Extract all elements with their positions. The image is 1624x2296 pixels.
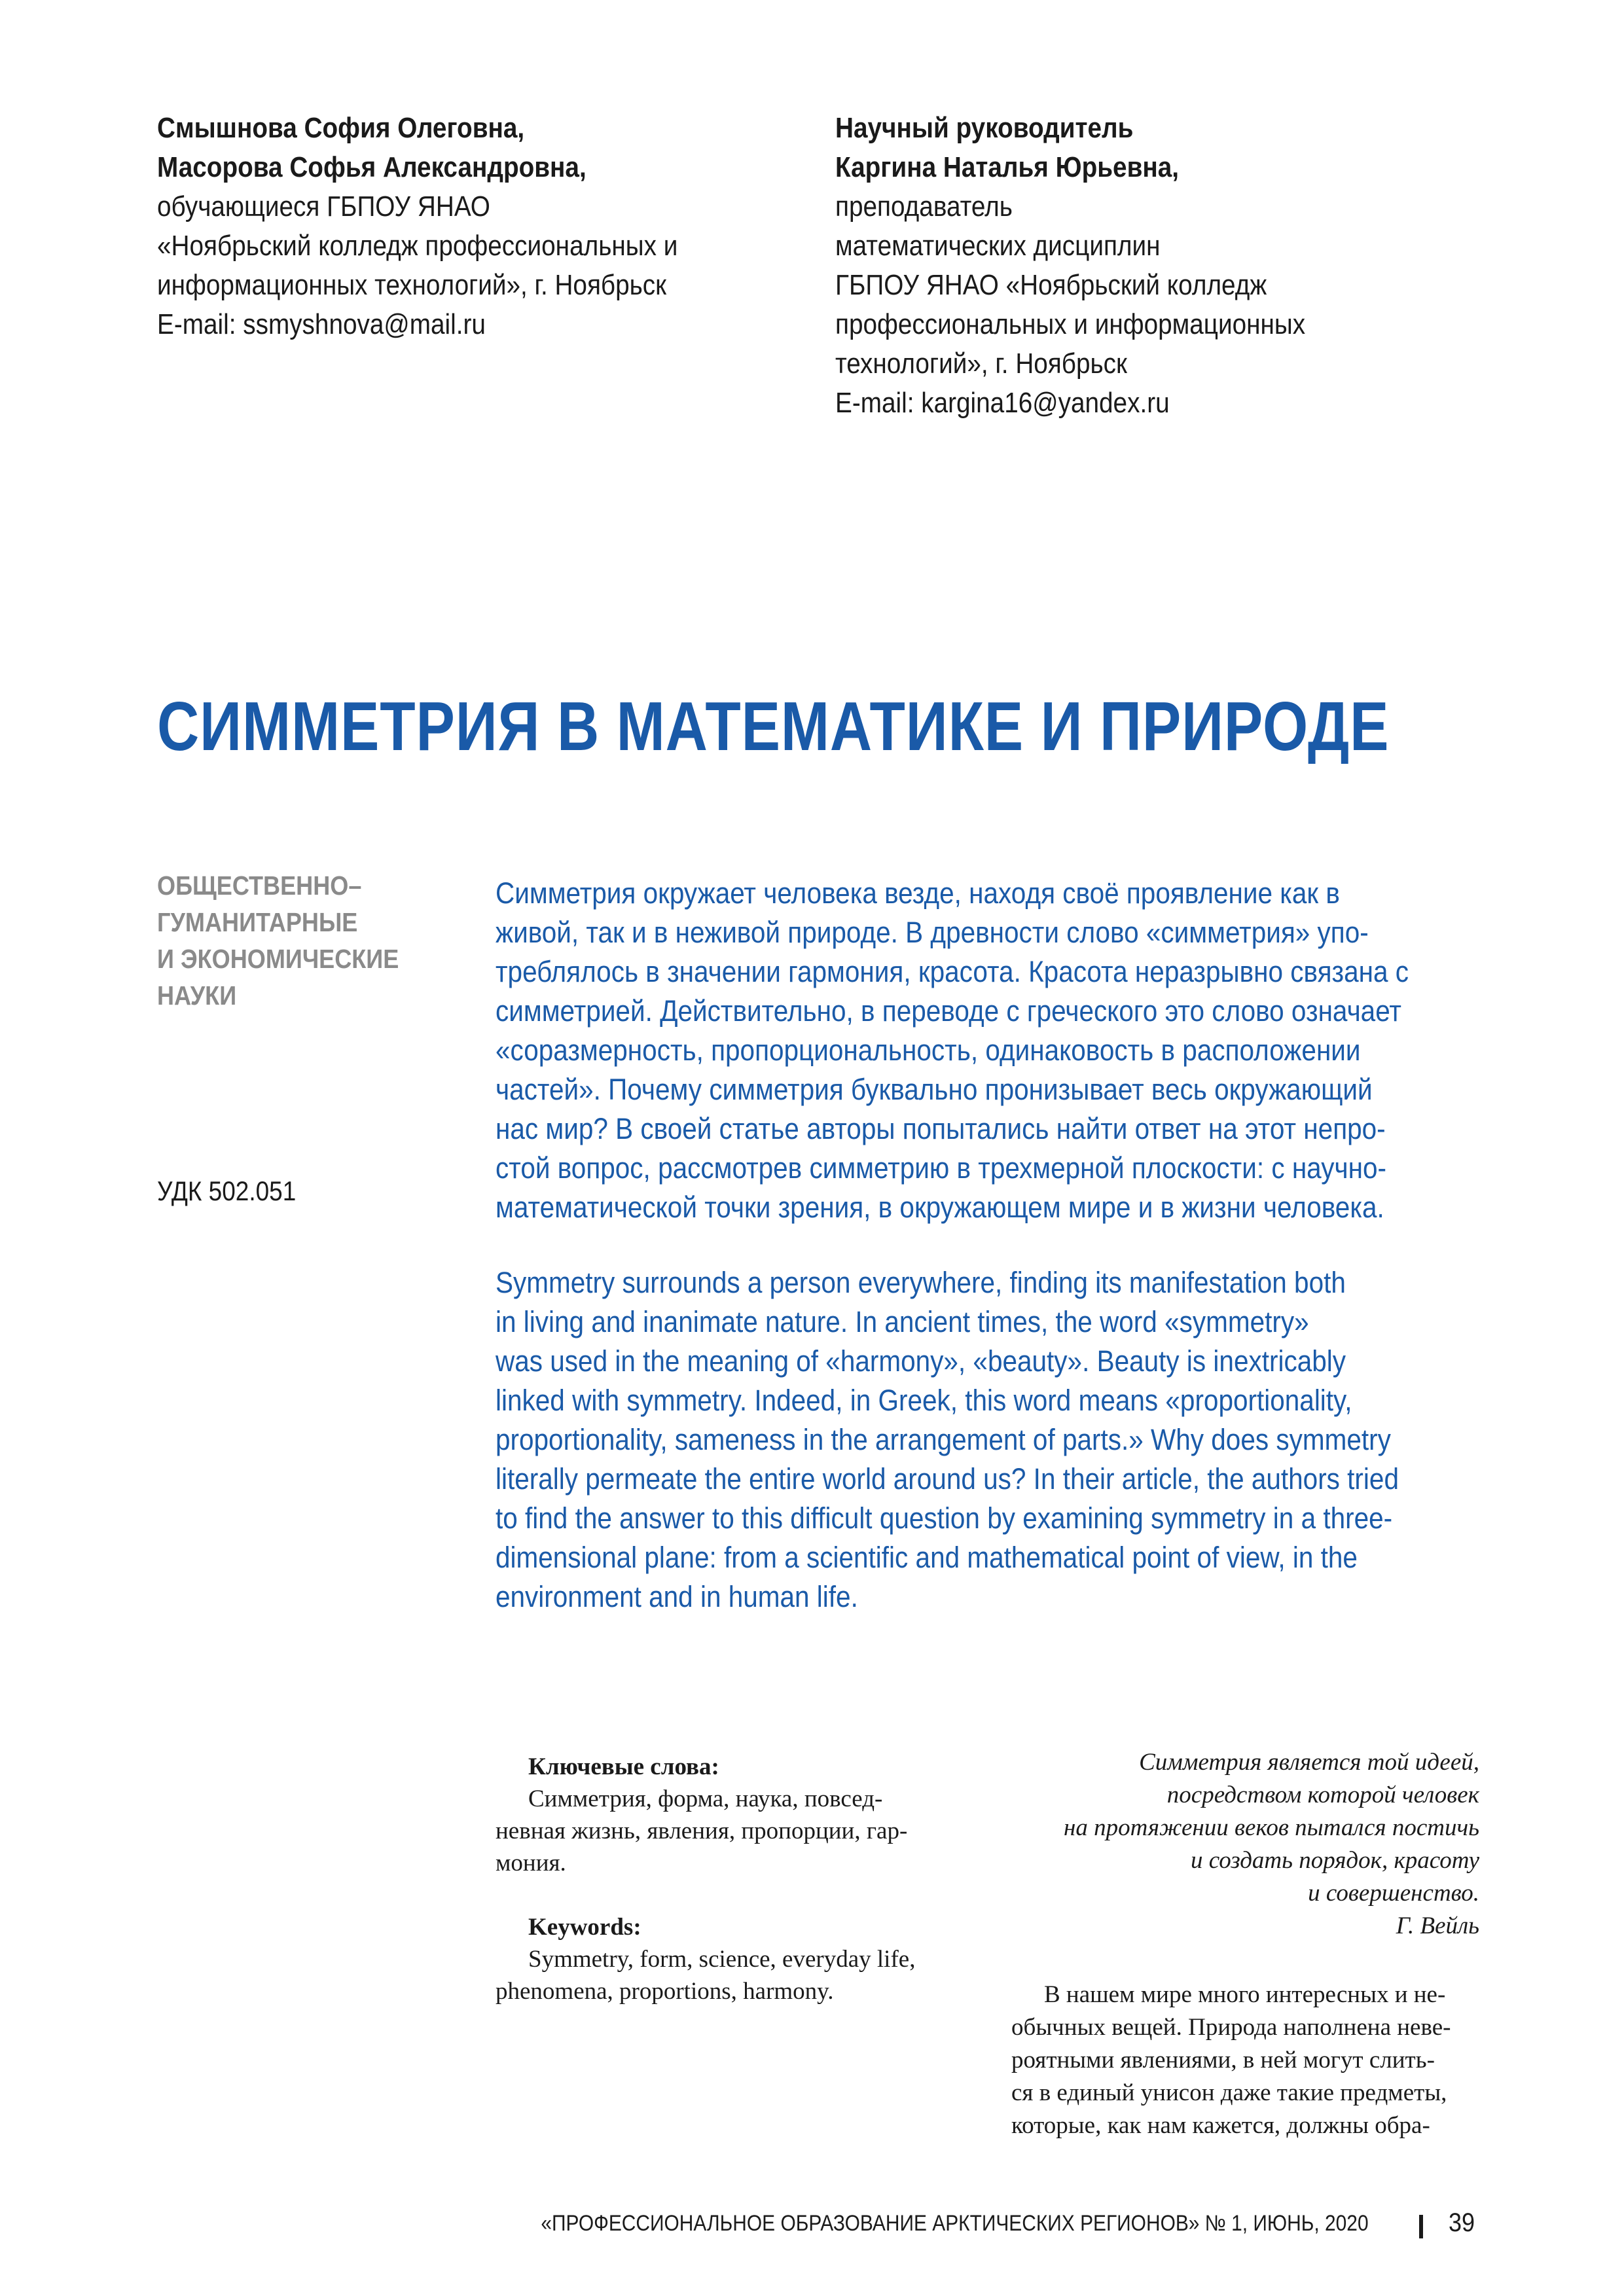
page-number: 39 [1449,2208,1475,2237]
epigraph-line: и совершенство. [1308,1880,1479,1907]
supervisor-affiliation-line: математических дисциплин [835,230,1161,262]
section-label-line: ОБЩЕСТВЕННО– [157,870,362,901]
abstract-line: симметрией. Действительно, в переводе с греческого это слово означает [496,994,1401,1028]
supervisor-affiliation-line: преподаватель [835,190,1013,223]
abstract-line: треблялось в значении гармония, красота. Красота неразрывно связана с [496,955,1409,988]
article-title: СИММЕТРИЯ В МАТЕМАТИКЕ И ПРИРОДЕ [157,688,1390,765]
abstract-line: to find the answer to this difficult question by examining symmetry in a three- [496,1501,1393,1535]
author-affiliation-line: информационных технологий», г. Ноябрьск [157,269,667,301]
supervisor-role: Научный руководитель [835,112,1134,144]
abstract-line: живой, так и в неживой природе. В древности слово «симметрия» упо- [496,916,1369,949]
keywords-english [496,1911,967,2007]
abstract-line: Симметрия окружает человека везде, находя своё проявление как в [496,876,1340,910]
epigraph-author: Г. Вейль [1396,1912,1479,1939]
abstract-russian [496,874,1517,1227]
abstract-line: linked with symmetry. Indeed, in Greek, this word means «proportionality, [496,1384,1352,1417]
footer-journal-title: «ПРОФЕССИОНАЛЬНОЕ ОБРАЗОВАНИЕ АРКТИЧЕСКИХ РЕГИОНОВ» № 1, ИЮНЬ, 2020 [541,2211,1369,2236]
author-affiliation-line: «Ноябрьский колледж профессиональных и [157,230,678,262]
supervisor-email: E-mail: kargina16@yandex.ru [835,387,1170,419]
keywords-line: мония. [496,1850,566,1876]
section-label-line: НАУКИ [157,980,237,1011]
section-label [157,867,432,1014]
keywords-line: невная жизнь, явления, пропорции, гар- [496,1818,908,1844]
supervisor-block [835,109,1369,423]
abstract-line: Symmetry surrounds a person everywhere, finding its manifestation both [496,1266,1346,1299]
body-paragraph [1011,1979,1479,2142]
body-line: ся в единый унисон даже такие предметы, [1011,2079,1447,2106]
abstract-line: математической точки зрения, в окружающем мире и в жизни человека. [496,1191,1384,1224]
epigraph-line: на протяжении веков пытался постичь [1064,1814,1479,1841]
keywords-heading: Ключевые слова: [528,1753,719,1780]
abstract-line: частей». Почему симметрия буквально пронизывает весь окружающий [496,1073,1373,1106]
supervisor-affiliation-line: ГБПОУ ЯНАО «Ноябрьский колледж [835,269,1267,301]
body-line: обычных вещей. Природа наполнена неве- [1011,2014,1451,2041]
keywords-line: Симметрия, форма, наука, повсед- [528,1785,883,1812]
abstract-line: нас мир? В своей статье авторы попытались найти ответ на этот непро- [496,1112,1386,1145]
keywords-heading: Keywords: [528,1914,641,1941]
body-line: В нашем мире много интересных и не- [1044,1981,1446,2008]
author-name-2: Масорова Софья Александровна, [157,151,586,183]
epigraph-line: посредством которой человек [1166,1782,1479,1808]
abstract-line: стой вопрос, рассмотрев симметрию в трехмерной плоскости: с научно- [496,1151,1386,1185]
abstract-line: dimensional plane: from a scientific and mathematical point of view, in the [496,1541,1358,1574]
epigraph-line: Симметрия является той идеей, [1139,1749,1479,1776]
footer-separator [1419,2215,1423,2238]
keywords-line: phenomena, proportions, harmony. [496,1978,834,2005]
epigraph [1008,1746,1479,1943]
abstract-line: «соразмерность, пропорциональность, одинаковость в расположении [496,1033,1361,1067]
author-affiliation-line: обучающиеся ГБПОУ ЯНАО [157,190,490,223]
keywords-line: Symmetry, form, science, everyday life, [528,1946,916,1973]
abstract-line: proportionality, sameness in the arrangement of parts.» Why does symmetry [496,1423,1391,1456]
abstract-line: was used in the meaning of «harmony», «beauty». Beauty is inextricably [496,1344,1346,1378]
keywords-russian [496,1751,967,1879]
authors-block [157,109,749,344]
abstract-line: literally permeate the entire world around us? In their article, the authors tried [496,1462,1399,1496]
body-line: роятными явлениями, в ней могут слить- [1011,2047,1435,2073]
author-name-1: Смышнова София Олеговна, [157,112,525,144]
epigraph-line: и создать порядок, красоту [1190,1847,1479,1874]
supervisor-affiliation-line: профессиональных и информационных [835,308,1306,340]
abstract-english [496,1263,1517,1617]
body-line: которые, как нам кажется, должны обра- [1011,2112,1430,2139]
supervisor-affiliation-line: технологий», г. Ноябрьск [835,348,1127,380]
udc-code: УДК 502.051 [157,1175,297,1206]
page-footer [0,2208,1624,2250]
abstract-line: in living and inanimate nature. In ancient times, the word «symmetry» [496,1305,1309,1338]
section-label-line: ГУМАНИТАРНЫЕ [157,907,358,937]
author-email: E-mail: ssmyshnova@mail.ru [157,308,486,340]
abstract-line: environment and in human life. [496,1580,858,1613]
section-label-line: И ЭКОНОМИЧЕСКИЕ [157,944,399,974]
supervisor-name: Каргина Наталья Юрьевна, [835,151,1180,183]
